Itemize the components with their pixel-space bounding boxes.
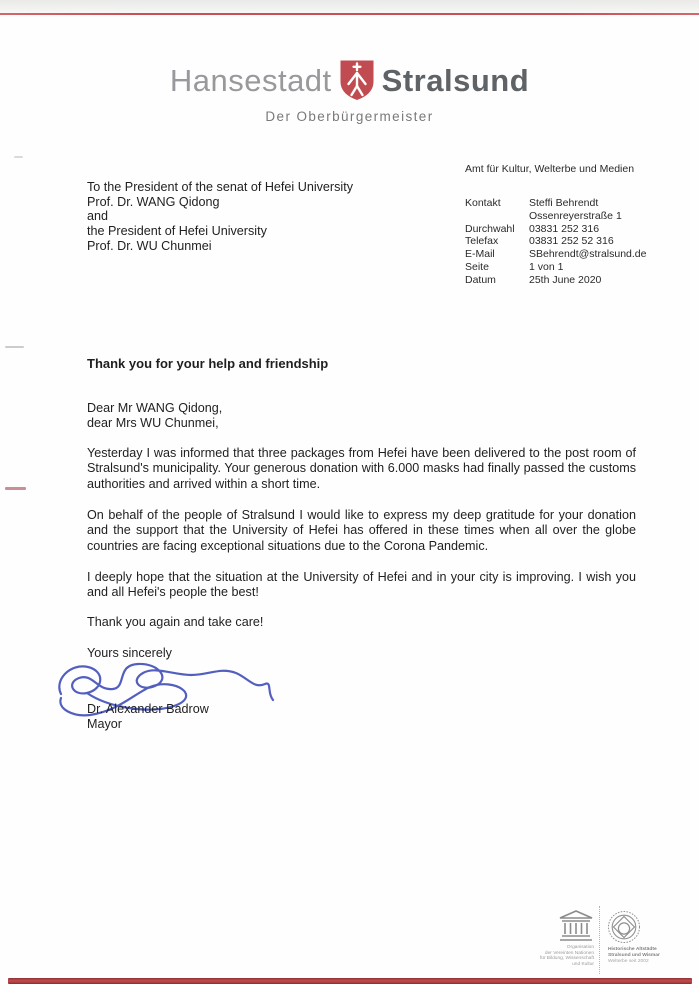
contact-label: Kontakt bbox=[465, 197, 501, 209]
department-name: Amt für Kultur, Welterbe und Medien bbox=[465, 163, 635, 175]
body-paragraph-1: Yesterday I was informed that three packages from Hefei have been delivered to the post room of Stralsund's municipality. Your generous donation with 6.000 masks had finally passed the customs authorities and arrived within a short time. bbox=[87, 446, 636, 491]
contact-label: Telefax bbox=[465, 235, 499, 248]
brand-prefix: Hansestadt bbox=[169, 62, 332, 98]
contact-date-value: 25th June 2020 bbox=[529, 273, 602, 286]
fold-mark bbox=[5, 346, 24, 348]
contact-value: 1 von 1 bbox=[529, 260, 564, 273]
brand-name: Stralsund bbox=[381, 62, 530, 98]
subject-line: Thank you for your help and friendship bbox=[87, 356, 329, 371]
signer-title: Mayor bbox=[87, 716, 122, 731]
contact-label: Seite bbox=[465, 260, 489, 273]
greeting-line: dear Mrs WU Chunmei, bbox=[87, 416, 219, 430]
contact-block bbox=[465, 197, 646, 287]
unesco-caption-line: der Vereinten Nationen bbox=[544, 950, 594, 956]
letterhead-subtitle: Der Oberbürgermeister bbox=[265, 109, 434, 124]
contact-label bbox=[465, 210, 520, 223]
recipient-line: and bbox=[87, 209, 109, 224]
top-red-rule bbox=[0, 13, 699, 15]
contact-email-value: SBehrendt@stralsund.de bbox=[529, 248, 647, 261]
signer-block bbox=[87, 702, 209, 732]
heritage-caption bbox=[608, 947, 678, 964]
closing-line: Yours sincerely bbox=[87, 646, 172, 660]
unesco-caption bbox=[528, 945, 594, 967]
stralsund-crest-icon bbox=[339, 59, 375, 106]
recipient-line: To the President of the senat of Hefei University bbox=[87, 180, 354, 194]
body-paragraph-2: On behalf of the people of Stralsund I would like to express my deep gratitude for your donation and the support that the University of Hefei has offered in these times when all over the globe countries are facing exceptional situations due to the Corona Pandemic. bbox=[87, 508, 636, 553]
fold-mark bbox=[5, 487, 26, 490]
letterhead bbox=[0, 57, 699, 124]
contact-value: Steffi Behrendt bbox=[529, 197, 599, 209]
heritage-caption-line: Historische Altstädte bbox=[608, 947, 657, 952]
greeting-line: Dear Mr WANG Qidong, bbox=[87, 401, 223, 415]
recipient-address bbox=[87, 180, 353, 254]
unesco-caption-line: für Bildung, Wissenschaft bbox=[539, 956, 594, 962]
scan-edge-strip bbox=[0, 0, 699, 13]
contact-label: E-Mail bbox=[465, 248, 495, 261]
unesco-logo-icon bbox=[557, 909, 595, 948]
contact-value: Ossenreyerstraße 1 bbox=[529, 209, 622, 222]
signer-name: Dr. Alexander Badrow bbox=[87, 702, 209, 716]
fold-mark bbox=[14, 156, 23, 158]
recipient-line: the President of Hefei University bbox=[87, 224, 267, 239]
world-heritage-emblem-icon bbox=[607, 910, 641, 949]
thanks-line: Thank you again and take care! bbox=[87, 615, 264, 629]
heritage-caption-line: Welterbe seit 2002 bbox=[608, 958, 649, 964]
contact-label: Datum bbox=[465, 273, 496, 286]
contact-label: Durchwahl bbox=[465, 222, 515, 235]
footer-divider bbox=[599, 906, 600, 974]
body-paragraph-3: I deeply hope that the situation at the University of Hefei and in your city is improving. I wish you and all Hefei's people the best! bbox=[87, 570, 636, 600]
greeting-block bbox=[87, 401, 222, 431]
bottom-red-bar bbox=[8, 978, 692, 984]
contact-value: 03831 252 316 bbox=[529, 222, 600, 235]
recipient-line: Prof. Dr. WANG Qidong bbox=[87, 194, 220, 209]
unesco-caption-line: und Kultur bbox=[572, 961, 594, 967]
unesco-caption-line: Organisation bbox=[566, 945, 594, 950]
heritage-caption-line: Stralsund und Wismar bbox=[608, 952, 660, 958]
recipient-line: Prof. Dr. WU Chunmei bbox=[87, 238, 212, 253]
contact-value: 03831 252 52 316 bbox=[529, 235, 614, 248]
